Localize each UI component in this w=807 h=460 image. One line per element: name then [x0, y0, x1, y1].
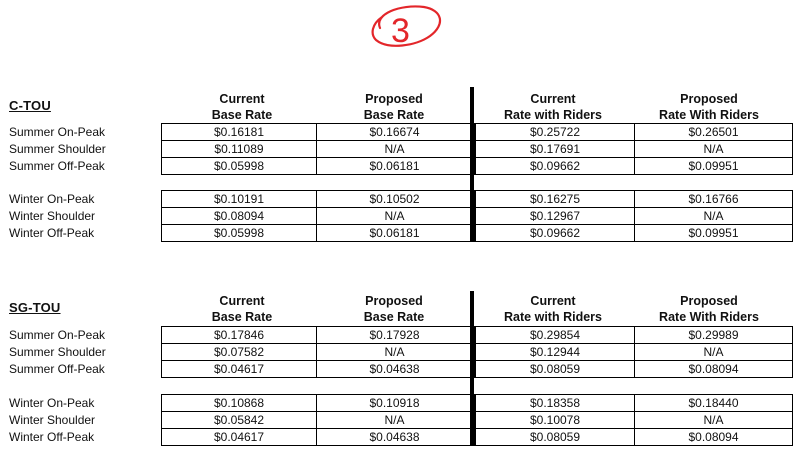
table-cell: $0.26501 [635, 124, 793, 141]
table-cell: $0.04638 [317, 429, 475, 446]
table-row [162, 208, 793, 225]
row-label: Summer Off-Peak [9, 362, 105, 376]
table-cell: $0.09662 [474, 158, 635, 175]
row-label: Winter Off-Peak [9, 226, 95, 240]
table-cell: $0.16766 [635, 191, 793, 208]
column-header-current-riders [478, 293, 628, 325]
table-cell: $0.04617 [162, 429, 317, 446]
header-line: Rate With Riders [659, 310, 759, 324]
rate-table-winter [161, 394, 793, 446]
table-cell: $0.18358 [474, 395, 635, 412]
table-cell: N/A [635, 208, 793, 225]
rate-table-summer [161, 123, 793, 175]
header-line: Rate with Riders [504, 108, 602, 122]
table-row [162, 361, 793, 378]
rate-table-summer [161, 326, 793, 378]
row-label: Summer Off-Peak [9, 159, 105, 173]
annotation-number: 3 [391, 12, 410, 50]
table-cell: $0.06181 [317, 158, 475, 175]
table-cell: $0.08059 [474, 429, 635, 446]
table-cell: $0.25722 [474, 124, 635, 141]
table-cell: $0.10868 [162, 395, 317, 412]
table-cell: $0.09951 [635, 225, 793, 242]
table-cell: N/A [635, 412, 793, 429]
table-row [162, 395, 793, 412]
header-line: Current [530, 92, 576, 106]
table-row [162, 429, 793, 446]
table-cell: $0.04617 [162, 361, 317, 378]
header-line: Current [219, 294, 265, 308]
table-cell: N/A [635, 344, 793, 361]
header-line: Base Rate [211, 310, 273, 324]
table-cell: $0.12967 [474, 208, 635, 225]
column-header-proposed-riders [634, 293, 784, 325]
header-line: Rate With Riders [659, 108, 759, 122]
table-cell: $0.05842 [162, 412, 317, 429]
table-row [162, 327, 793, 344]
table-cell: $0.12944 [474, 344, 635, 361]
table-row [162, 158, 793, 175]
table-cell: $0.08094 [635, 429, 793, 446]
table-cell: $0.08059 [474, 361, 635, 378]
table-row [162, 124, 793, 141]
header-line: Proposed [680, 92, 738, 106]
table-cell: $0.10078 [474, 412, 635, 429]
row-label: Summer On-Peak [9, 125, 106, 139]
table-cell: N/A [317, 208, 475, 225]
table-cell: $0.29989 [635, 327, 793, 344]
table-cell: $0.17928 [317, 327, 475, 344]
column-header-proposed-riders [634, 91, 784, 123]
table-row [162, 344, 793, 361]
table-cell: $0.29854 [474, 327, 635, 344]
table-cell: N/A [317, 344, 475, 361]
table-cell: $0.16674 [317, 124, 475, 141]
table-row [162, 412, 793, 429]
header-line: Current [530, 294, 576, 308]
header-line: Rate with Riders [504, 310, 602, 324]
column-header-proposed-base [319, 293, 469, 325]
column-header-current-riders [478, 91, 628, 123]
table-cell: $0.07582 [162, 344, 317, 361]
row-label: Winter Off-Peak [9, 430, 95, 444]
row-label: Summer Shoulder [9, 142, 106, 156]
table-cell: $0.18440 [635, 395, 793, 412]
table-cell: $0.10191 [162, 191, 317, 208]
table-cell: $0.06181 [317, 225, 475, 242]
table-cell: $0.16275 [474, 191, 635, 208]
header-line: Proposed [365, 294, 423, 308]
row-label: Winter Shoulder [9, 413, 96, 427]
table-cell: $0.16181 [162, 124, 317, 141]
header-line: Base Rate [363, 310, 425, 324]
table-cell: $0.09662 [474, 225, 635, 242]
row-label: Summer Shoulder [9, 345, 106, 359]
row-label: Winter On-Peak [9, 396, 95, 410]
header-line: Proposed [365, 92, 423, 106]
table-cell: $0.10918 [317, 395, 475, 412]
table-cell: $0.17691 [474, 141, 635, 158]
header-line: Base Rate [211, 108, 273, 122]
table-row [162, 141, 793, 158]
row-label: Summer On-Peak [9, 328, 106, 342]
table-cell: $0.08094 [162, 208, 317, 225]
table-cell: $0.11089 [162, 141, 317, 158]
header-line: Base Rate [363, 108, 425, 122]
table-cell: $0.04638 [317, 361, 475, 378]
table-row [162, 191, 793, 208]
rate-table-winter [161, 190, 793, 242]
row-label: Winter On-Peak [9, 192, 95, 206]
section-title: C-TOU [9, 98, 51, 113]
row-label: Winter Shoulder [9, 209, 96, 223]
table-cell: N/A [317, 412, 475, 429]
column-header-proposed-base [319, 91, 469, 123]
header-line: Current [219, 92, 265, 106]
circled-number-annotation [360, 0, 450, 54]
table-row [162, 225, 793, 242]
table-cell: N/A [635, 141, 793, 158]
column-header-current-base [167, 293, 317, 325]
section-title: SG-TOU [9, 300, 61, 315]
table-cell: $0.10502 [317, 191, 475, 208]
column-header-current-base [167, 91, 317, 123]
table-cell: $0.05998 [162, 158, 317, 175]
table-cell: $0.17846 [162, 327, 317, 344]
table-cell: $0.08094 [635, 361, 793, 378]
header-line: Proposed [680, 294, 738, 308]
table-cell: $0.09951 [635, 158, 793, 175]
table-cell: N/A [317, 141, 475, 158]
table-cell: $0.05998 [162, 225, 317, 242]
